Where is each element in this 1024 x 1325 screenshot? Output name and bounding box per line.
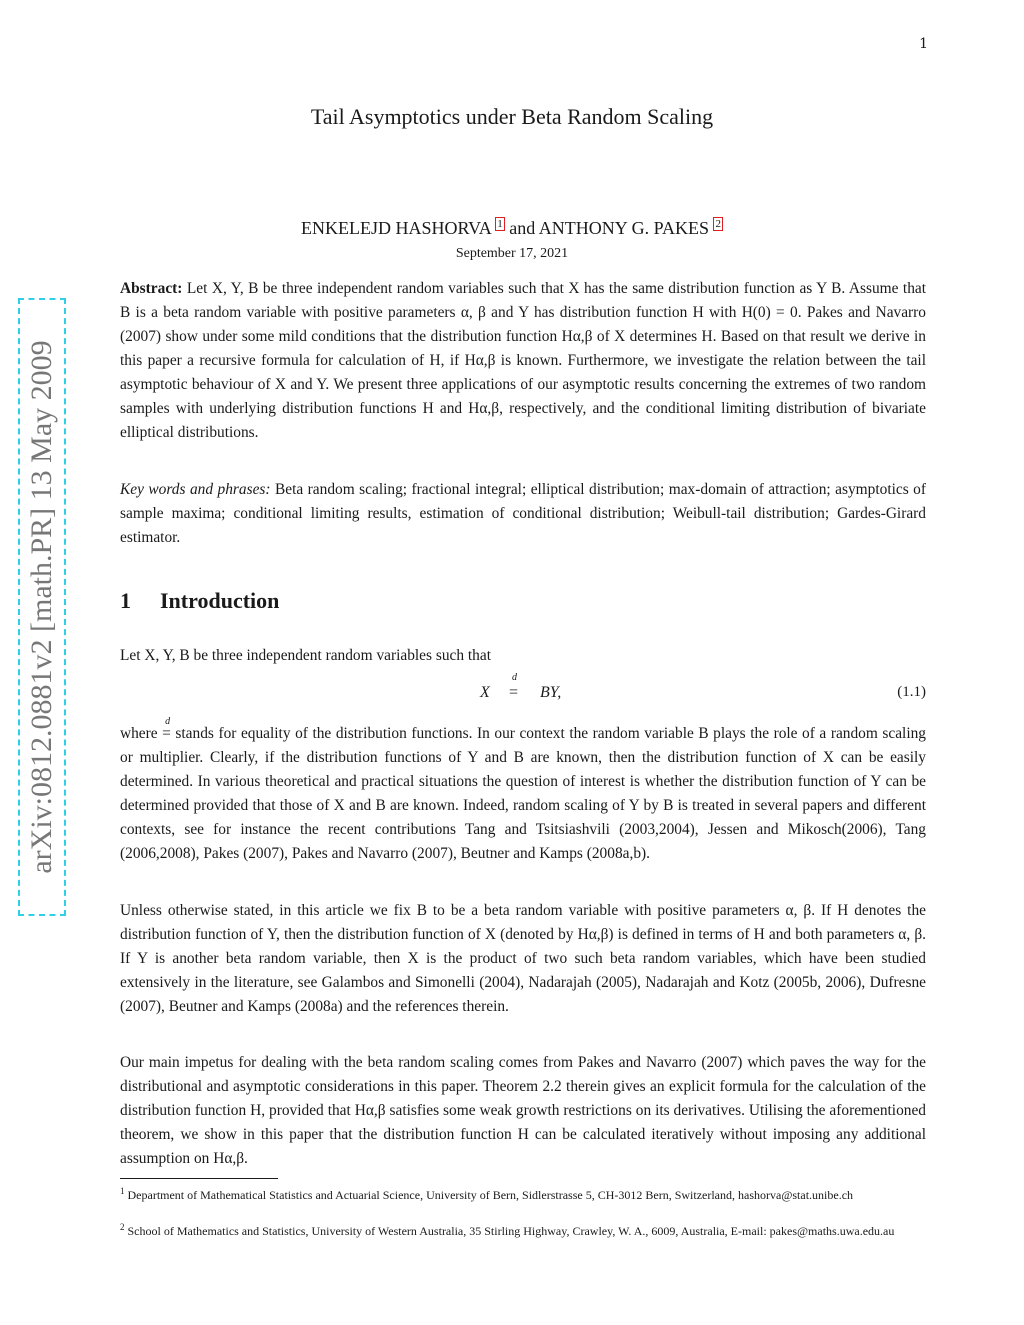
author-conjunction: and [509,218,536,238]
abstract-text: Let X, Y, B be three independent random variables such that X has the same distribution function as Y B. Assume that B is a beta random variable with positive parameters α, β and Y has distribution function H with H(0) = 0. Pakes and Navarro (2007) show under some mild conditions that the distribution function Hα,β of X determines H. Based on that result we derive in this paper a recursive formula for calculation of H, if Hα,β is known. Furthermore, we investigate the relation between the tail asymptotic behaviour of X and Y. We present three applications of our asymptotic results concerning the extremes of two random samples with underlying distribution functions H and Hα,β, respectively, and the conditional limiting distribution of bivariate elliptical distributions. [120,280,926,441]
keywords [120,478,926,550]
paper-title: Tail Asymptotics under Beta Random Scaling [310,104,714,129]
equation-lhs: X [480,684,490,701]
abstract [120,277,926,445]
author-line [0,218,1024,239]
footnote-1 [120,1182,926,1204]
where-word: where [120,725,158,742]
intro-paragraph-1: Let X, Y, B be three independent random variables such that [120,647,491,664]
section-number: 1 [120,588,131,613]
intro-paragraph-2 [120,716,926,866]
equal-in-distribution-symbol [162,716,171,746]
footnote-2 [120,1218,926,1240]
paper-date: September 17, 2021 [455,246,569,261]
author-2-name: ANTHONY G. PAKES [538,218,709,238]
keywords-label: Key words and phrases: [120,481,271,498]
equal-in-distribution-glyph: = [162,725,171,742]
equation-relation-symbol: = [509,684,519,701]
footnote-1-text: Department of Mathematical Statistics and Actuarial Science, University of Bern, Sidlerstrasse 5, CH-3012 Bern, Switzerland, hashorva@stat.unibe.ch [127,1188,854,1202]
equation-1-1 [0,672,1024,708]
equation-rhs: BY, [540,684,562,701]
equation-relation-superscript: d [512,672,517,683]
footnote-2-text: School of Mathematics and Statistics, University of Western Australia, 35 Stirling Highway, Crawley, W. A., 6009, Australia, E-mail: pakes@maths.uwa.edu.au [127,1224,895,1238]
section-heading [120,588,279,614]
intro-paragraph-4: Our main impetus for dealing with the beta random scaling comes from Pakes and Navarro (2007) which paves the way for the distributional and asymptotic considerations in this paper. Theorem 2.2 therein gives an explicit formula for the calculation of the distribution function H, provided that Hα,β satisfies some weak growth restrictions on its derivatives. Utilising the aforementioned theorem, we show in this paper that the distribution function H can be calculated iteratively without imposing any additional assumption on Hα,β. [120,1054,926,1167]
equal-in-distribution-superscript: d [165,716,171,727]
arxiv-stamp [18,298,66,916]
footnote-2-mark: 2 [120,1222,125,1232]
footnote-rule [120,1178,278,1179]
arxiv-stamp-text: arXiv:0812.0881v2 [math.PR] 13 May 2009 [25,340,58,874]
keywords-text: Beta random scaling; fractional integral; elliptical distribution; max-domain of attraction; asymptotics of sample maxima; conditional limiting results, estimation of conditional distribution; Weibull-tail distribution; Gardes-Girard estimator. [120,481,926,546]
footnote-link-1[interactable]: 1 [497,218,503,230]
equation-number: (1.1) [897,684,926,700]
author-1-name: ENKELEJD HASHORVA [301,218,491,238]
abstract-label: Abstract: [120,280,183,297]
intro-paragraph-2-text: stands for equality of the distribution functions. In our context the random variable B plays the role of a random scaling or multiplier. Clearly, if the distribution functions of Y and B are known, then the distribution function of X can be easily determined. In various theoretical and practical situations the question of interest is whether the distribution function of Y can be determined provided that those of X and B are known. Indeed, random scaling of Y by B is treated in several papers and different contexts, see for instance the recent contributions Tang and Tsitsiashvili (2003,2004), Jessen and Mikosch(2006), Tang (2006,2008), Pakes (2007), Pakes and Navarro (2007), Beutner and Kamps (2008a,b). [120,725,926,862]
intro-paragraph-3: Unless otherwise stated, in this article we fix B to be a beta random variable with positive parameters α, β. If H denotes the distribution function of Y, then the distribution function of X (denoted by Hα,β) is defined in terms of H and both parameters α, β. If Y is another beta random variable, then X is the product of two such beta random variables, which have been studied extensively in the literature, see Galambos and Simonelli (2004), Nadarajah (2005), Nadarajah and Kotz (2005b, 2006), Dufresne (2007), Beutner and Kamps (2008a) and the references therein. [120,902,926,1015]
equation-relation [509,672,519,702]
footnote-link-2[interactable]: 2 [715,218,721,230]
page-number: 1 [919,36,928,52]
section-title: Introduction [160,588,280,613]
footnote-1-mark: 1 [120,1186,125,1196]
